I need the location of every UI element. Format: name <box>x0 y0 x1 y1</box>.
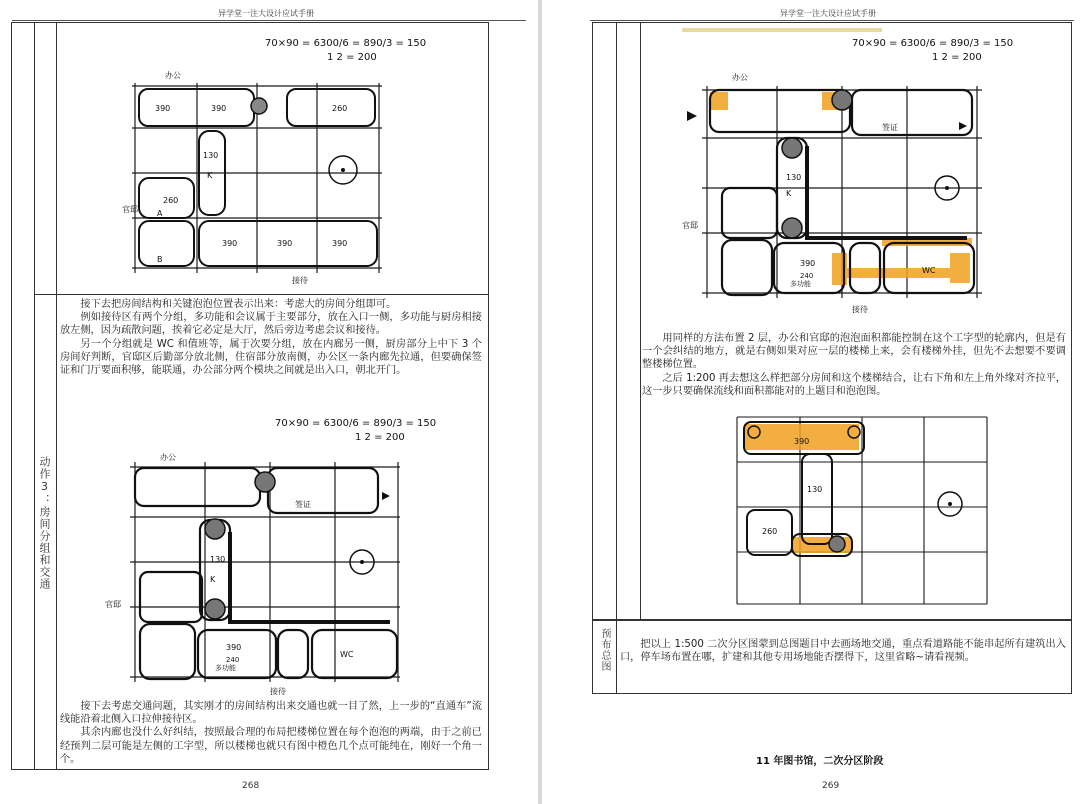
paragraph-circulation <box>60 700 482 766</box>
zone-label: 办公 <box>165 71 181 80</box>
entrance-mark: A <box>157 209 163 218</box>
table-column-rule <box>56 22 57 770</box>
zone-label: 办公 <box>160 453 176 462</box>
section-side-label: 预布总图 <box>599 628 610 672</box>
room-size-label: 130 <box>203 151 219 160</box>
paragraph-line: 之后 1:200 再去想这么样把部分房间和这个楼梯结合，让右下角和左上角外缘对齐拉平，这一步只要确保流线和面积都能对的上题目和泡泡图。 <box>642 372 1066 397</box>
table-column-rule <box>34 22 35 770</box>
paragraph-site-plan <box>620 638 1066 664</box>
room-size-label: 130 <box>210 555 226 564</box>
zone-label: 官邸 <box>105 600 121 609</box>
table-column-rule <box>616 620 617 694</box>
left-page <box>0 0 538 804</box>
zone-label: 签证 <box>295 500 311 509</box>
stair-mark: K <box>210 575 216 584</box>
zone-label: 接待 <box>270 687 286 696</box>
room-size-label: 130 <box>786 173 802 182</box>
paragraph-line: 另一个分组就是 WC 和值班等，属于次要分组，放在内廊另一侧，厨房部分上中下 3 个房间好判断，官邸区后勤部分放北侧，住宿部分放南侧，办公区一条内廊先拉通，但要确保签证和门厅要面积够，能联通，办公部分两个模块之间就是出入口，朝北开门。 <box>60 338 482 377</box>
paragraph-line: 接下去考虑交通问题，其实刚才的房间结构出来交通也就一目了然，上一步的“直通车”流线能沿着北侧入口拉伸接待区。 <box>60 701 482 726</box>
area-formula: 70×90 = 6300/6 = 890/3 = 150 <box>275 418 437 429</box>
zone-label: 官邸 <box>122 205 138 214</box>
room-size-label: 260 <box>762 527 778 536</box>
paragraph-line: 用同样的方法布置 2 层，办公和官邸的泡泡面积都能控制在这个工字型的轮廓内，但是有一个会纠结的地方，就是右侧如果对应一层的楼梯上来，会有楼梯外挂，但先不去想要不要调整楼梯位置。 <box>642 333 1066 371</box>
zone-label: 签证 <box>882 123 898 132</box>
area-formula-2: 1 2 = 200 <box>327 52 377 63</box>
room-size-label: 240 <box>800 272 814 280</box>
room-size-label: 260 <box>163 196 179 205</box>
zone-label: 接待 <box>852 305 868 314</box>
paragraph-line: 其余内廊也没什么好纠结，按照最合理的布局把楼梯位置在每个泡泡的两端，由于之前已经预判二层可能是左侧的工字型，所以楼梯也就只有图中橙色几个点可能纯在，刚好一个角一个。 <box>60 727 482 765</box>
table-row-rule <box>34 294 489 295</box>
header-rule <box>590 20 1074 21</box>
page-header: 异学堂一注大设计应试手册 <box>780 9 876 18</box>
room-size-label: 390 <box>794 437 810 446</box>
paragraph-line: 例如接待区有两个分组，多功能和会议属于主要部分，放在入口一侧，多功能与厨房相接放左侧，因为疏散问题，挨着它必定是大厅，然后旁边考虑会议和接待。 <box>60 312 482 337</box>
sketch-floorplan-3 <box>682 28 1042 318</box>
room-size-label: 390 <box>226 643 242 652</box>
sketch-floorplan-2 <box>100 412 450 702</box>
room-size-label: 390 <box>155 104 171 113</box>
section-side-label: 动作3：房间分组和交通 <box>38 456 51 590</box>
paragraph-line: 把以上 1:500 二次分区图蒙到总图题目中去画场地交通，重点看道路能不能串起所有建筑出入口，停车场布置在哪，扩建和其他专用场地能否摆得下，这里省略~请看视频。 <box>620 639 1066 664</box>
room-size-label: 240 <box>226 656 240 664</box>
zone-label: WC <box>340 650 354 659</box>
zone-label: 接待 <box>292 276 308 285</box>
table-column-rule <box>616 22 617 620</box>
sketch-floorplan-4 <box>732 412 994 612</box>
stair-mark: K <box>207 171 213 180</box>
floorplan-drawing <box>732 412 994 612</box>
area-formula-2: 1 2 = 200 <box>355 432 405 443</box>
area-formula: 70×90 = 6300/6 = 890/3 = 150 <box>265 38 427 49</box>
section-title: 11 年图书馆，二次分区阶段 <box>756 756 884 767</box>
paragraph-line: 接下去把房间结构和关键泡泡位置表示出来：考虑大的房间分组即可。 <box>80 299 397 310</box>
right-page <box>542 0 1080 804</box>
zone-label: 办公 <box>732 73 748 82</box>
paragraph-room-grouping <box>60 298 482 377</box>
room-size-label: 390 <box>211 104 227 113</box>
area-formula: 70×90 = 6300/6 = 890/3 = 150 <box>852 38 1014 49</box>
page-number: 268 <box>242 781 260 791</box>
page-header: 异学堂一注大设计应试手册 <box>218 9 314 18</box>
room-size-label: 130 <box>807 485 823 494</box>
zone-label: WC <box>922 266 936 275</box>
room-size-label: 390 <box>800 259 816 268</box>
room-size-label: 260 <box>332 104 348 113</box>
stair-mark: K <box>786 189 792 198</box>
floorplan-drawing <box>682 28 1042 318</box>
room-size-label: 390 <box>277 239 293 248</box>
sketch-floorplan-1 <box>122 28 427 290</box>
entrance-mark: B <box>157 255 163 264</box>
floorplan-drawing <box>100 412 450 702</box>
zone-label: 官邸 <box>682 221 698 230</box>
room-size-label: 390 <box>332 239 348 248</box>
page-number: 269 <box>822 781 840 791</box>
header-rule <box>12 20 526 21</box>
floorplan-drawing <box>122 28 427 290</box>
table-column-rule <box>640 22 641 620</box>
area-formula-2: 1 2 = 200 <box>932 52 982 63</box>
room-size-label: 390 <box>222 239 238 248</box>
paragraph-second-floor <box>642 332 1066 398</box>
zone-label: 多功能 <box>215 664 236 672</box>
zone-label: 多功能 <box>790 280 811 288</box>
